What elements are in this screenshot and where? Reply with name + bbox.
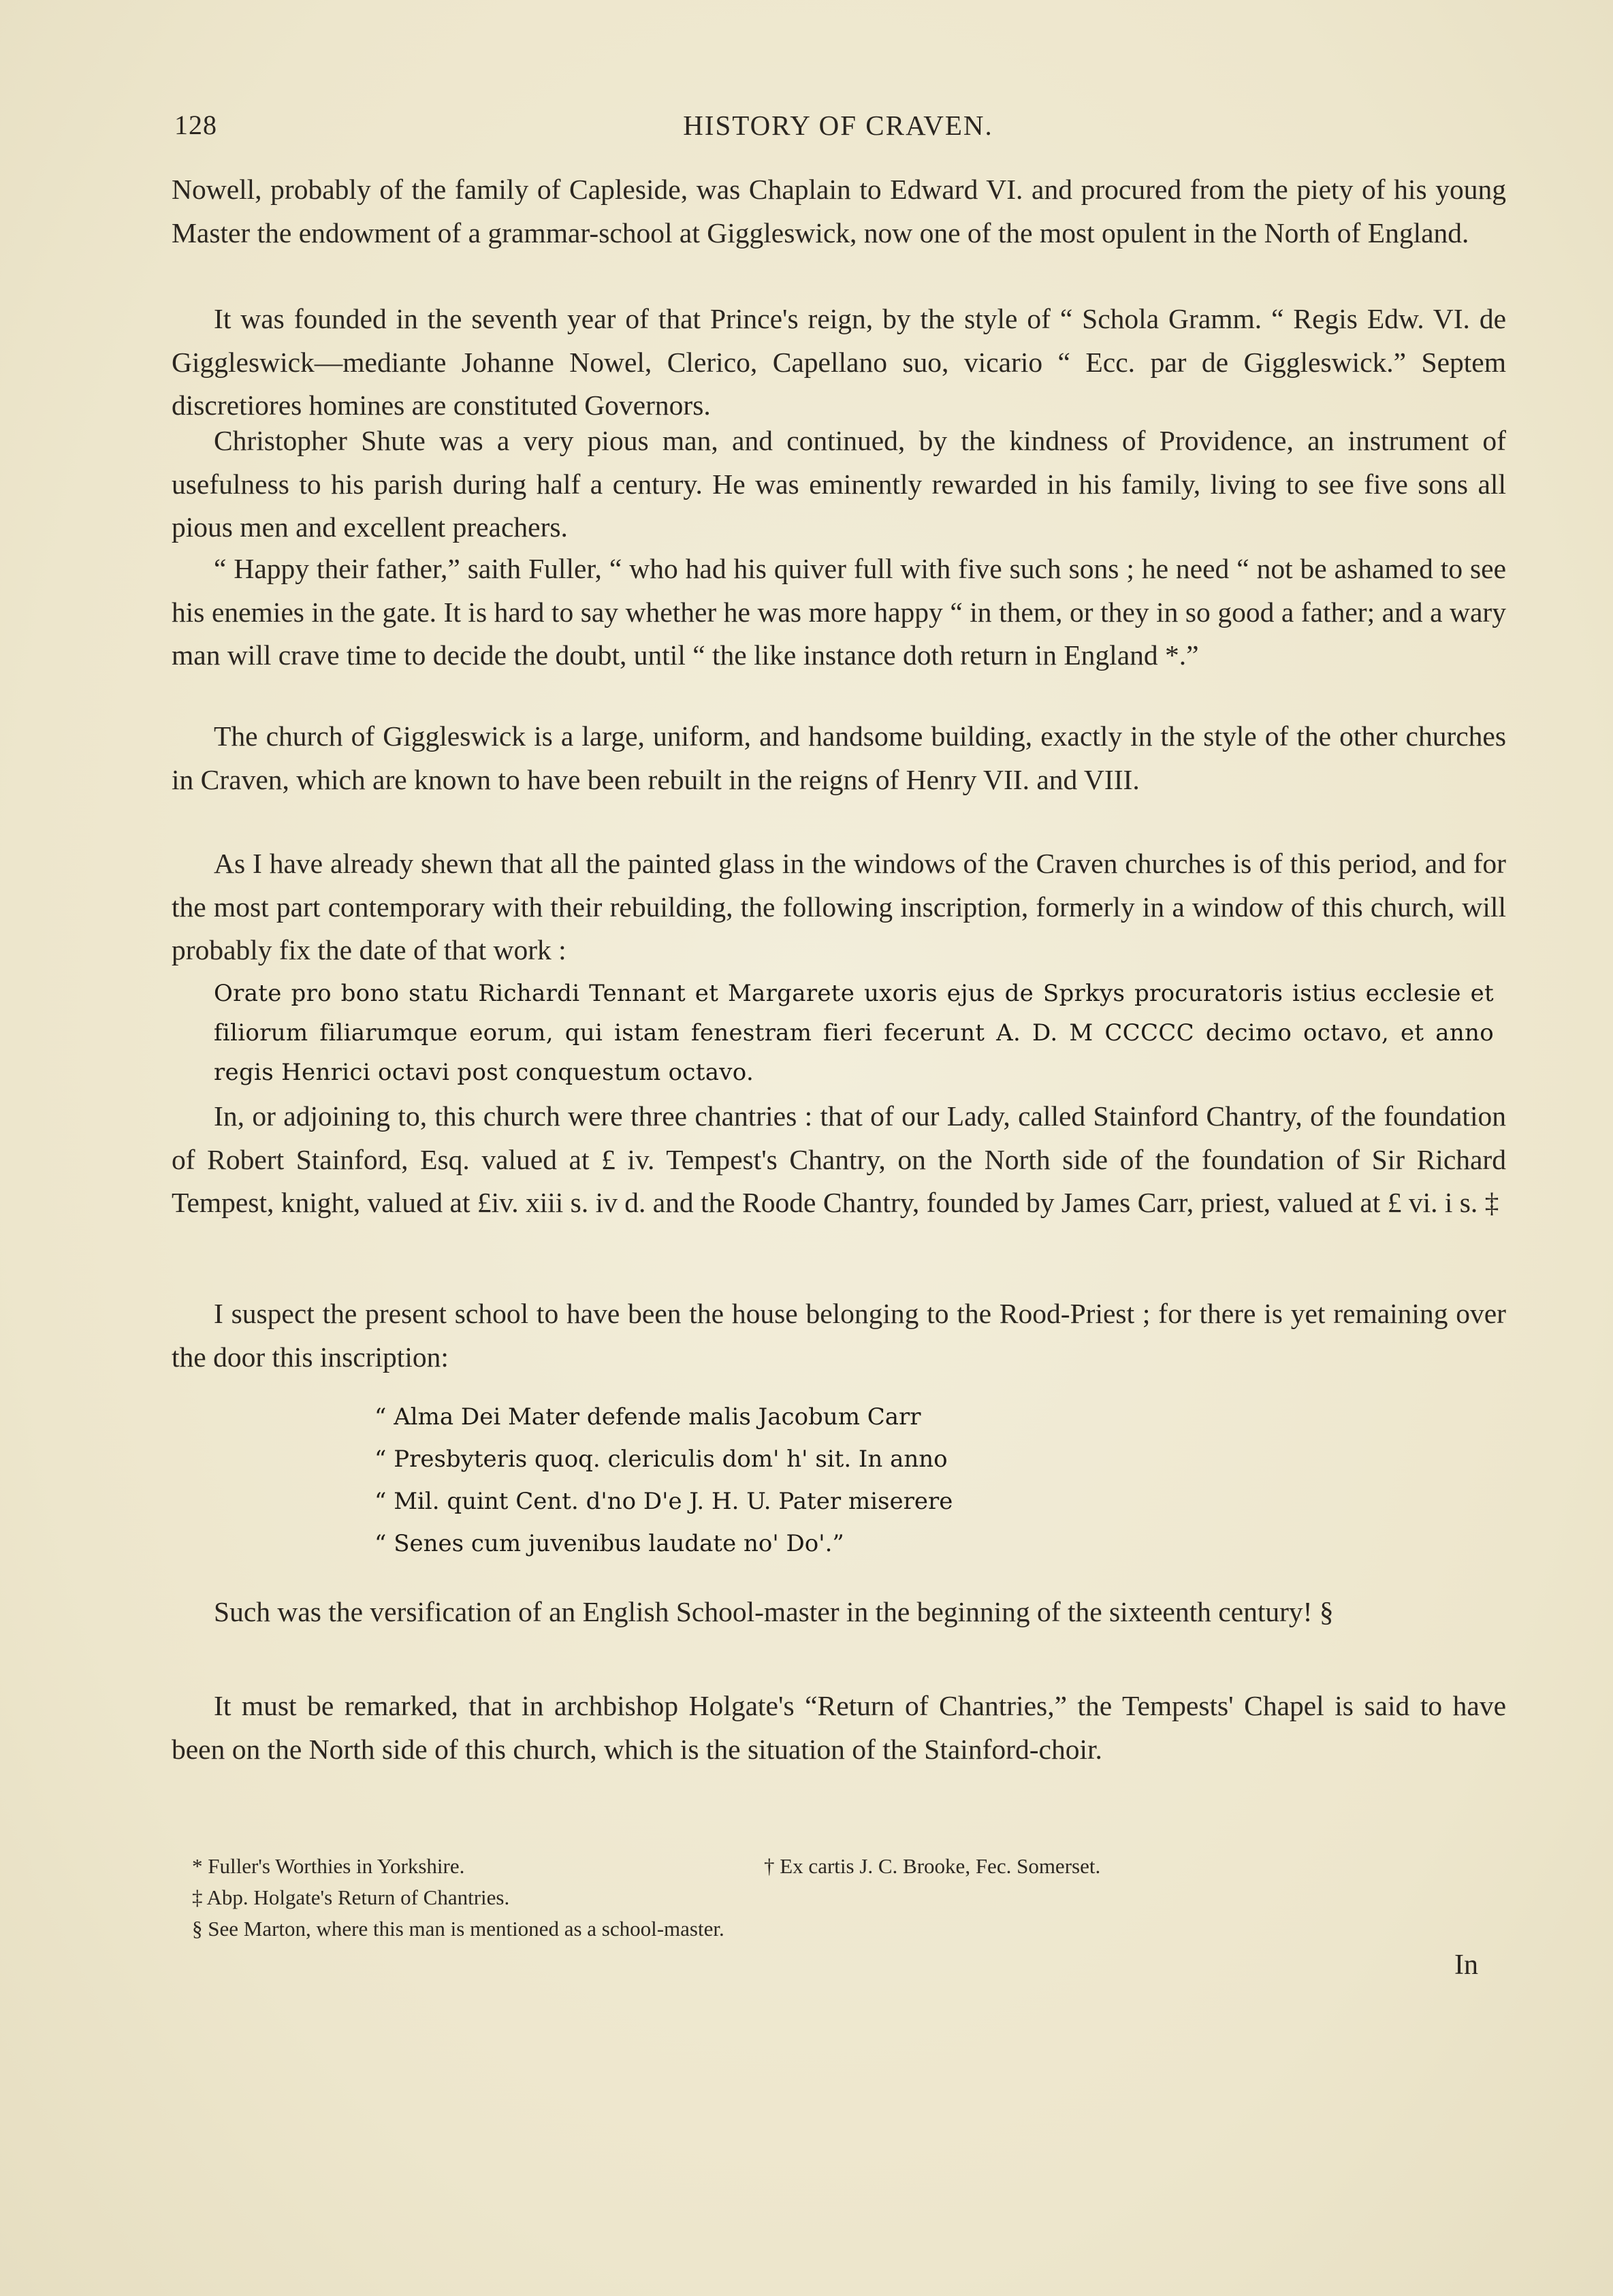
verse-line: “ Senes cum juvenibus laudate no' Do'.” (374, 1530, 844, 1557)
page-header (174, 109, 1502, 150)
paragraph-fuller-quote: “ Happy their father,” saith Fuller, “ who had his quiver full with five such sons ; he need “ not be ashamed to see his enemies in the gate. It is hard to say whether he was more happy “ in them, or they in so good a father; and a wary man will crave time to decide the doubt, until “ the like instance doth return in England *.” (172, 553, 1506, 671)
paragraph-painted-glass: As I have already shewn that all the painted glass in the windows of the Craven churches is of this period, and for the most part contemporary with their rebuilding, the following inscription, formerly in a window of this church, will probably fix the date of that work : (172, 848, 1506, 966)
paragraph-school: I suspect the present school to have been the house belonging to the Rood-Priest ; for there is yet remaining over the door this inscription: (172, 1298, 1506, 1373)
window-inscription: Orate pro bono statu Richardi Tennant et Margarete uxoris ejus de Sprkys procuratoris istius ecclesie et filiorum filiarumque eorum, qui istam fenestram fieri fecerunt A. D. M CCCCC decimo octavo, et anno regis Henrici octavi post conquestum octavo. (214, 980, 1494, 1086)
footnote-row (172, 1882, 1506, 1913)
running-title: HISTORY OF CRAVEN. (683, 110, 993, 141)
paragraph-church: The church of Giggleswick is a large, uniform, and handsome building, exactly in the style of the other churches in Craven, which are known to have been rebuilt in the reigns of Henry VII. and VIII. (172, 720, 1506, 795)
page-number: 128 (174, 110, 217, 140)
paragraph-nowell: Nowell, probably of the family of Capleside, was Chaplain to Edward VI. and procured from the piety of his young Master the endowment of a grammar-school at Giggleswick, now one of the most opulent in the North of England. (172, 174, 1506, 249)
catchword: In (1454, 1949, 1478, 1981)
verse-line: “ Alma Dei Mater defende malis Jacobum Carr (374, 1403, 921, 1431)
footnote-section: § See Marton, where this man is mentioned as a school-master. (192, 1917, 724, 1941)
verse-line: “ Presbyteris quoq. clericulis dom' h' sit. In anno (374, 1446, 948, 1473)
paragraph-versification: Such was the versification of an English School-master in the beginning of the sixteenth century! § (214, 1596, 1334, 1627)
door-inscription (374, 1396, 1328, 1565)
paragraph-holgate: It must be remarked, that in archbishop Holgate's “Return of Chantries,” the Tempests' Chapel is said to have been on the North side of this church, which is the situation of the Stainford-choir. (172, 1690, 1506, 1765)
paragraph-founding: It was founded in the seventh year of that Prince's reign, by the style of “ Schola Gramm. “ Regis Edw. VI. de Giggleswick—mediante Johanne Nowel, Clerico, Capellano suo, vicario “ Ecc. par de Giggleswick.” Septem discretiores homines are constituted Governors. (172, 303, 1506, 421)
footnotes (172, 1851, 1506, 1945)
footnote-double-dagger: ‡ Abp. Holgate's Return of Chantries. (192, 1885, 510, 1909)
paragraph-shute: Christopher Shute was a very pious man, and continued, by the kindness of Providence, an instrument of usefulness to his parish during half a century. He was eminently rewarded in his family, living to see five sons all pious men and excellent preachers. (172, 425, 1506, 543)
verse-line: “ Mil. quint Cent. d'no D'e J. H. U. Pater miserere (374, 1488, 953, 1515)
footnote-row (172, 1913, 1506, 1945)
footnote-star: * Fuller's Worthies in Yorkshire. (192, 1854, 465, 1878)
paragraph-chantries: In, or adjoining to, this church were three chantries : that of our Lady, called Stainford Chantry, of the foundation of Robert Stainford, Esq. valued at £ iv. Tempest's Chantry, on the North side of the foundation of Sir Richard Tempest, knight, valued at £iv. xiii s. iv d. and the Roode Chantry, founded by James Carr, priest, valued at £ vi. i s. ‡ (172, 1100, 1506, 1218)
footnote-row (172, 1851, 1506, 1882)
footnote-dagger: † Ex cartis J. C. Brooke, Fec. Somerset. (764, 1854, 1101, 1878)
